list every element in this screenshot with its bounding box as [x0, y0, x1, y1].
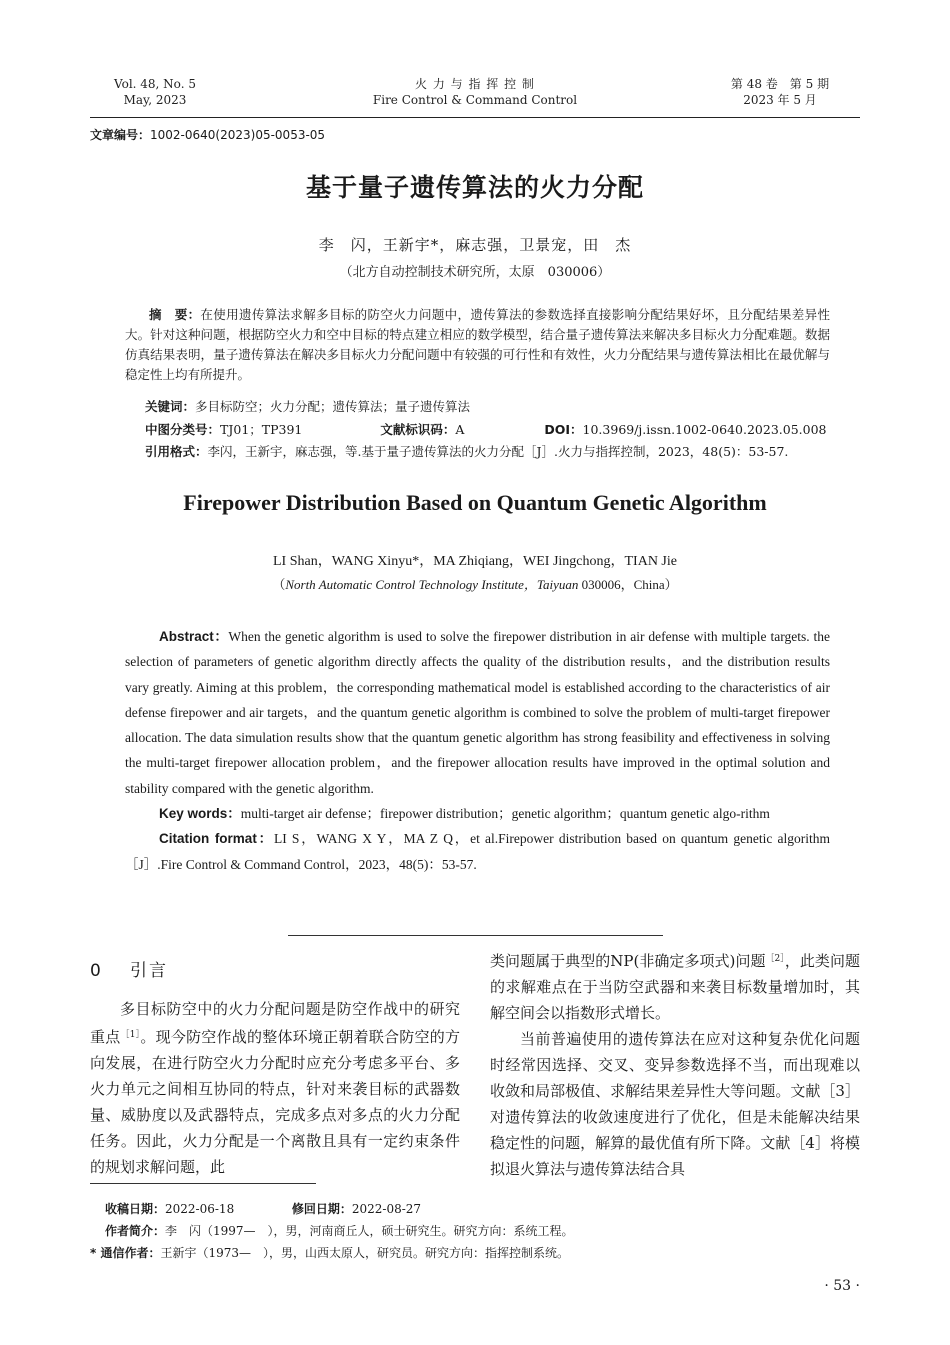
- body-text: 类问题属于典型的NP(非确定多项式)问题: [490, 952, 766, 970]
- doc-code-label: 文献标识码：: [380, 422, 456, 437]
- bio-text: 李 闪（1997— ），男，河南商丘人，硕士研究生。研究方向：系统工程。: [165, 1224, 574, 1238]
- citation-ref: ［2］: [765, 954, 785, 964]
- keywords-cn: [145, 397, 470, 417]
- doi-label: DOI：: [544, 422, 583, 437]
- abstract-cn-text: 在使用遗传算法求解多目标的防空火力问题中，遗传算法的参数选择直接影响分配结果好坏，且分配结果差异性大。针对这种问题，根据防空火力和空中目标的特点建立相应的数学模型，结合量子遗传算法来解决多目标火力分配难题。数据仿真结果表明，量子遗传算法在解决多目标火力分配问题中有较强的可行性和有效性，火力分配结果与遗传算法相比在最优解与稳定性上均有所提升。: [125, 307, 830, 382]
- title-cn: 基于量子遗传算法的火力分配: [305, 173, 644, 202]
- section-title: 引言: [130, 961, 168, 981]
- article-number-label: 文章编号：: [90, 128, 151, 142]
- abstract-en-label: Abstract：: [159, 629, 229, 644]
- classification-line: [145, 420, 826, 440]
- abstract-cn: [125, 305, 830, 385]
- header-date-line: May, 2023: [123, 93, 187, 107]
- revised-value: 2022-08-27: [351, 1202, 422, 1216]
- body-paragraph: [90, 996, 460, 1180]
- keywords-en: [125, 801, 830, 826]
- section-number: 0: [90, 961, 103, 981]
- body-text: ，此类问题的求解难点在于当防空武器和来袭目标数量增加时，其解空间会以指数形式增长。: [490, 952, 860, 1022]
- header-date-cn: 2023 年 5 月: [743, 93, 817, 107]
- body-text: 。现今防空作战的整体环境正朝着联合防空的方向发展，在进行防空火力分配时应充分考虑多平台、多火力单元之间相互协同的特点，针对来袭目标的武器数量、威胁度以及武器特点，完成多点对多点的火力分配任务。因此，火力分配是一个离散且具有一定约束条件的规划求解问题，此: [90, 1028, 460, 1176]
- header-divider: [90, 117, 860, 118]
- article-number: [90, 126, 325, 143]
- section-divider: [288, 935, 663, 936]
- keywords-cn-label: 关键词：: [145, 399, 196, 414]
- affiliation-cn: （北方自动控制技术研究所，太原 030006）: [339, 265, 611, 280]
- citation-en-label: Citation format：: [159, 831, 274, 847]
- header-journal-en: Fire Control & Command Control: [372, 93, 578, 107]
- doi-value: 10.3969/j.issn.1002-0640.2023.05.008: [582, 422, 827, 437]
- citation-cn: [145, 442, 788, 462]
- citation-en-text: LI S，WANG X Y，MA Z Q，et al.Firepower distribution based on quantum genetic algorithm［J］.Fire Control & Command Control，2023，48(5)：53-57.: [125, 831, 831, 872]
- header-volume: [110, 76, 200, 108]
- header-volume-line: Vol. 48, No. 5: [114, 77, 196, 91]
- header-issue-cn: 第 48 卷 第 5 期: [730, 77, 830, 91]
- affiliation-en-tail: 030006，China: [578, 577, 665, 592]
- body-column-right: [490, 946, 860, 1182]
- abstract-cn-label: 摘 要：: [149, 307, 201, 322]
- article-number-value: 1002-0640(2023)05-0053-05: [150, 128, 326, 142]
- title-en: Firepower Distribution Based on Quantum Genetic Algorithm: [183, 490, 767, 515]
- keywords-cn-text: 多目标防空；火力分配；遗传算法；量子遗传算法: [195, 399, 471, 414]
- citation-ref: ［1］: [120, 1030, 141, 1040]
- clc-label: 中图分类号：: [145, 422, 221, 437]
- citation-cn-label: 引用格式：: [145, 444, 208, 459]
- header-issue: [700, 76, 860, 108]
- citation-cn-text: 李闪，王新宇，麻志强，等.基于量子遗传算法的火力分配［J］.火力与指挥控制，2023，48(5)：53-57.: [207, 444, 789, 459]
- section-heading: [90, 958, 460, 984]
- abstract-en: [125, 624, 830, 877]
- body-paragraph: [490, 946, 860, 1026]
- doc-code-value: A: [455, 422, 465, 437]
- bio-label: 作者简介：: [105, 1224, 166, 1238]
- affiliation-en-italic: North Automatic Control Technology Institute，Taiyuan: [285, 577, 579, 592]
- abstract-en-text: When the genetic algorithm is used to solve the firepower distribution in air defense with multiple targets. the selection of parameters of genetic algorithm directly affects the quality of the distribution results，and the distribution results vary greatly. Aiming at this problem，the corresponding mathematical model is established according to the characteristics of air defense firepower and air targets，and the quantum genetic algorithm is combined to solve the problem of multi-target firepower allocation. The data simulation results show that the quantum genetic algorithm has strong feasibility and effectiveness in solving the multi-target firepower allocation problem，and the firepower allocation results have improved in the optimal solution and stability compared with the genetic algorithm.: [125, 629, 830, 796]
- corresponding-text: 王新宇（1973— ），男，山西太原人，研究员。研究方向：指挥控制系统。: [160, 1246, 570, 1260]
- received-value: 2022-06-18: [165, 1202, 235, 1216]
- revised-label: 修回日期：: [291, 1202, 352, 1216]
- header-journal-cn: 火 力 与 指 挥 控 制: [415, 77, 535, 91]
- footnote-divider: [90, 1183, 316, 1184]
- page-number: · 53 ·: [824, 1278, 860, 1294]
- received-label: 收稿日期：: [105, 1202, 166, 1216]
- authors-cn: 李 闪，王新宇*，麻志强，卫景宠，田 杰: [318, 236, 632, 254]
- header-journal: [300, 76, 650, 108]
- body-paragraph: 当前普遍使用的遗传算法在应对这种复杂优化问题时经常因选择、交叉、变异参数选择不当，而出现难以收敛和局部极值、求解结果差异性大等问题。文献［3］对遗传算法的收敛速度进行了优化，但是未能解决结果稳定性的问题，解算的最优值有所下降。文献［4］将模拟退火算法与遗传算法结合具: [490, 1030, 860, 1178]
- footnote-dates: [90, 1198, 574, 1220]
- footnote-author-bio: [90, 1220, 574, 1242]
- keywords-en-label: Key words：: [159, 806, 241, 822]
- citation-en: [125, 826, 830, 877]
- abstract-en-paragraph: [125, 624, 830, 801]
- footnotes: [90, 1198, 574, 1264]
- affiliation-en: （North Automatic Control Technology Institute，Taiyuan 030006，China）: [272, 577, 678, 592]
- footnote-corresponding: [90, 1242, 574, 1264]
- corresponding-label: * 通信作者：: [90, 1246, 161, 1260]
- body-text: 多目标防空中的火力分配问题是防空作战中的研究重点: [90, 1000, 460, 1046]
- clc-value: TJ01；TP391: [220, 422, 303, 437]
- authors-en: LI Shan，WANG Xinyu*，MA Zhiqiang，WEI Jingchong，TIAN Jie: [272, 554, 677, 569]
- body-column-left: [90, 958, 460, 1180]
- keywords-en-text: multi-target air defense；firepower distribution；genetic algorithm；quantum genetic algo-rithm: [240, 806, 770, 822]
